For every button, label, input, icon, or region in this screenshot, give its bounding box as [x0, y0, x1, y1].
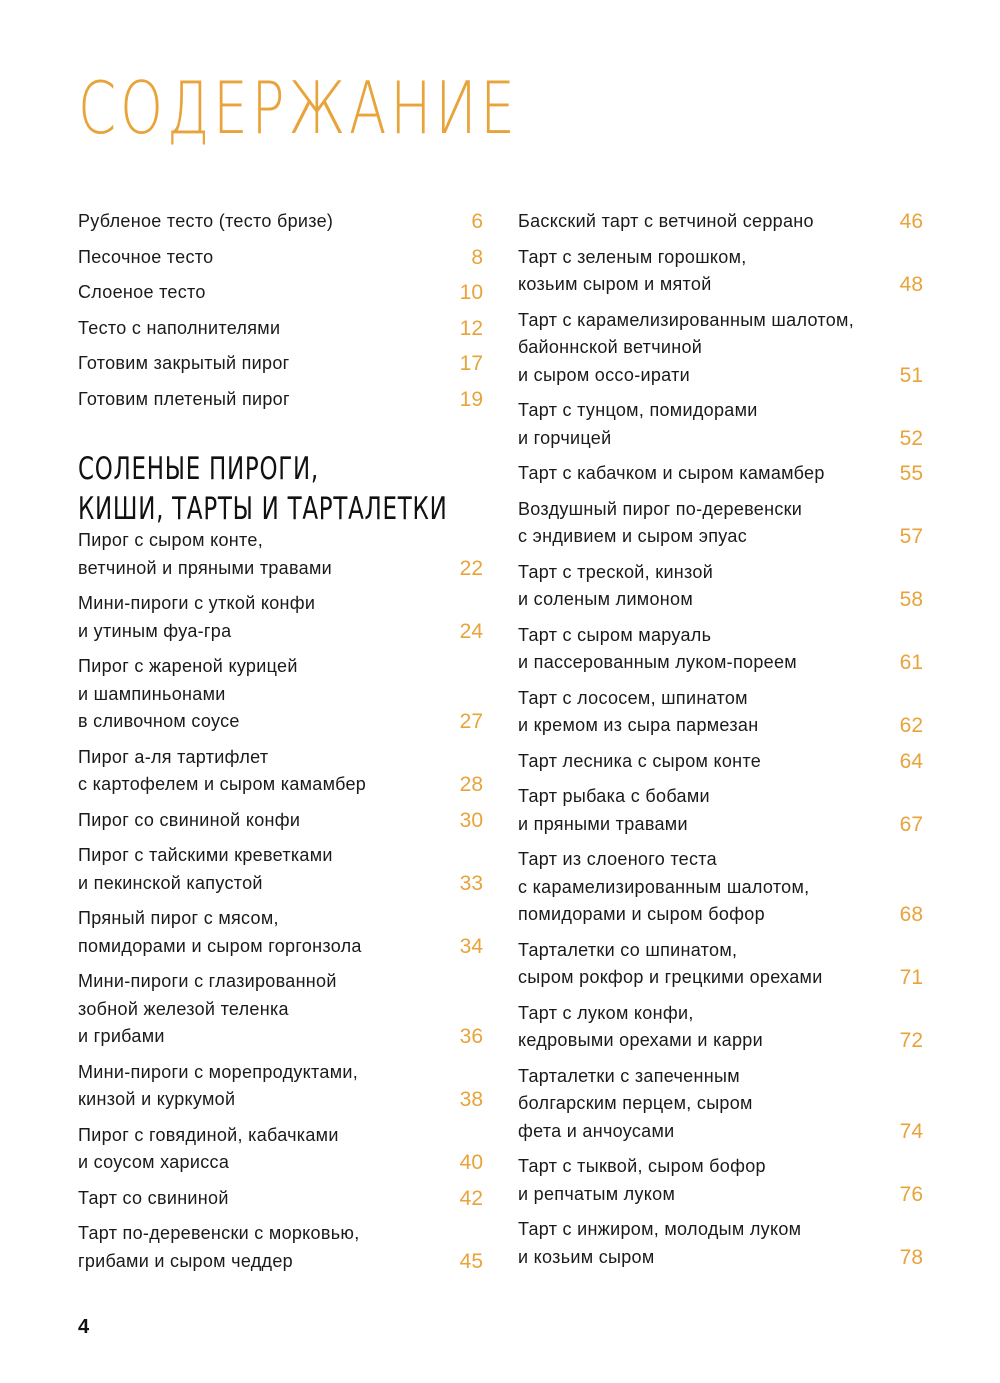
toc-entry-title-line: Тесто с наполнителями — [78, 317, 281, 338]
toc-entry-title-line: Тарт с лососем, шпинатом — [518, 687, 748, 708]
toc-entry-title-line: и пряными травами — [518, 813, 688, 834]
toc-entry-title — [78, 842, 433, 897]
toc-entry-title — [78, 208, 433, 236]
toc-entry-title-line: ветчиной и пряными травами — [78, 557, 332, 578]
toc-entry-title — [78, 653, 433, 736]
toc-entry[interactable] — [78, 842, 483, 897]
toc-entry-title-line: Баскский тарт с ветчиной серрано — [518, 211, 814, 231]
toc-entry[interactable] — [78, 386, 483, 414]
toc-entry-title-line: Тарт с луком конфи, — [518, 1002, 694, 1023]
toc-page-number: 6 — [471, 210, 483, 233]
toc-page-number: 45 — [459, 1249, 483, 1273]
toc-page-number: 55 — [899, 462, 923, 485]
toc-entry[interactable] — [518, 1063, 923, 1146]
toc-page-number: 71 — [899, 966, 923, 989]
toc-entry-title — [78, 744, 433, 799]
toc-entry[interactable] — [518, 307, 923, 390]
toc-entry[interactable] — [78, 968, 483, 1051]
toc-entry-title-line: и сыром оссо-ирати — [518, 364, 690, 385]
toc-entry-title-line: Пирог с жареной курицей — [78, 656, 298, 676]
toc-entry[interactable] — [518, 1153, 923, 1208]
toc-page-number: 68 — [899, 903, 923, 926]
toc-recipes-list — [78, 527, 483, 1275]
toc-page-number: 67 — [899, 812, 923, 836]
toc-page-number: 51 — [899, 363, 923, 387]
toc-entry-title-line: грибами и сыром чеддер — [78, 1250, 293, 1271]
toc-entry-title — [78, 968, 433, 1051]
toc-entry-title-line: Мини-пироги с глазированной — [78, 971, 337, 991]
page-title: СОДЕРЖАНИЕ — [78, 66, 519, 150]
toc-entry-title-line: Рубленое тесто (тесто бризе) — [78, 211, 334, 231]
toc-entry-title-line: кедровыми орехами и карри — [518, 1030, 763, 1050]
toc-page-number: 12 — [459, 316, 483, 340]
toc-entry-title — [78, 527, 433, 582]
toc-entry-title — [518, 1000, 873, 1055]
toc-entry-title — [518, 1153, 873, 1208]
toc-entry-title-line: и утиным фуа-гра — [78, 620, 232, 641]
toc-page-number: 38 — [459, 1088, 483, 1111]
toc-entry[interactable] — [78, 279, 483, 307]
toc-entry-title-line: Готовим плетеный пирог — [78, 388, 290, 409]
toc-entry-title-line: Тарт рыбака с бобами — [518, 786, 710, 806]
toc-column-right — [518, 208, 923, 1279]
toc-entry-title-line: Готовим закрытый пирог — [78, 353, 290, 373]
toc-entry-title — [518, 783, 873, 838]
section-heading-line: КИШИ, ТАРТЫ И ТАРТАЛЕТКИ — [78, 491, 448, 527]
toc-entry-title-line: болгарским перцем, сыром — [518, 1093, 753, 1113]
toc-page-number: 28 — [459, 773, 483, 796]
toc-entry-title — [518, 208, 873, 236]
toc-entry-title-line: и соусом харисса — [78, 1152, 230, 1172]
toc-page-number: 42 — [459, 1186, 483, 1210]
toc-entry-title-line: и шампиньонами — [78, 683, 226, 704]
section-heading-line: СОЛЕНЫЕ ПИРОГИ, — [78, 451, 319, 487]
toc-page-number: 57 — [899, 525, 923, 548]
toc-entry-title-line: Тарт с сыром маруаль — [518, 624, 712, 645]
toc-entry[interactable] — [518, 685, 923, 740]
toc-basics-list — [78, 208, 483, 413]
toc-entry-title — [78, 279, 433, 307]
toc-page-number: 27 — [459, 710, 483, 733]
toc-entry-title-line: с карамелизированным шалотом, — [518, 876, 810, 897]
toc-entry-title-line: и козьим сыром — [518, 1246, 655, 1267]
toc-entry-title-line: Пряный пирог с мясом, — [78, 908, 279, 928]
toc-entry[interactable] — [78, 527, 483, 582]
toc-entry-title-line: козьим сыром и мятой — [518, 274, 712, 294]
toc-entry-title-line: Тарт из слоеного теста — [518, 849, 717, 869]
section-heading — [78, 449, 448, 529]
toc-entry-title-line: Слоеное тесто — [78, 282, 206, 302]
toc-entry[interactable] — [518, 460, 923, 488]
toc-entry-title-line: Тарт по-деревенски с морковью, — [78, 1223, 360, 1243]
toc-entry-title — [78, 1220, 433, 1275]
toc-entry-title-line: Тарт с кабачком и сыром камамбер — [518, 463, 825, 483]
toc-entry[interactable] — [78, 315, 483, 343]
toc-page-number: 19 — [459, 387, 483, 411]
toc-page-number: 24 — [459, 619, 483, 643]
toc-entry-title — [518, 748, 873, 776]
toc-entry-title — [78, 386, 433, 414]
toc-entry-title-line: Пирог с говядиной, кабачками — [78, 1124, 339, 1145]
toc-entry-title-line: и репчатым луком — [518, 1183, 676, 1204]
toc-entry-title-line: и кремом из сыра пармезан — [518, 715, 759, 735]
toc-page-number: 22 — [459, 556, 483, 580]
toc-page-number: 17 — [459, 352, 483, 375]
toc-entry-title — [78, 905, 433, 960]
toc-entry[interactable] — [78, 653, 483, 736]
toc-entry-title-line: Воздушный пирог по-деревенски — [518, 498, 803, 519]
toc-page-number: 36 — [459, 1025, 483, 1048]
toc-entry[interactable] — [78, 590, 483, 645]
toc-entry[interactable] — [518, 748, 923, 776]
toc-entry-title-line: в сливочном соусе — [78, 711, 240, 731]
toc-recipes-list — [518, 208, 923, 1271]
toc-entry-title — [518, 244, 873, 299]
toc-page-number: 72 — [899, 1029, 923, 1052]
toc-entry-title-line: Тарт с тунцом, помидорами — [518, 400, 758, 420]
toc-entry-title-line: Тарталетки со шпинатом, — [518, 939, 738, 960]
toc-page-number: 64 — [899, 749, 923, 773]
page-number: 4 — [78, 1316, 90, 1338]
toc-entry-title-line: Тарт с инжиром, молодым луком — [518, 1219, 802, 1239]
toc-entry[interactable] — [518, 559, 923, 614]
toc-entry-title — [518, 559, 873, 614]
toc-entry[interactable] — [518, 208, 923, 236]
toc-entry-title-line: кинзой и куркумой — [78, 1089, 236, 1109]
toc-entry-title — [518, 307, 873, 390]
toc-entry-title — [518, 622, 873, 677]
toc-entry-title-line: с картофелем и сыром камамбер — [78, 774, 367, 794]
toc-entry-title-line: и соленым лимоном — [518, 589, 694, 609]
toc-page-number: 34 — [459, 934, 483, 958]
toc-entry-title-line: фета и анчоусами — [518, 1120, 675, 1141]
toc-entry[interactable] — [518, 397, 923, 452]
toc-entry-title — [518, 397, 873, 452]
toc-entry-title-line: зобной железой теленка — [78, 998, 289, 1019]
toc-entry-title — [78, 590, 433, 645]
toc-page-number: 10 — [459, 281, 483, 304]
toc-entry-title — [518, 460, 873, 488]
toc-entry-title-line: и пекинской капустой — [78, 872, 263, 893]
toc-entry-title — [518, 496, 873, 551]
toc-entry-title — [518, 1063, 873, 1146]
toc-page-number: 46 — [899, 210, 923, 233]
toc-entry-title-line: Тарт со свининой — [78, 1187, 229, 1208]
toc-entry-title-line: и горчицей — [518, 427, 612, 448]
toc-entry-title-line: помидорами и сыром горгонзола — [78, 935, 362, 956]
toc-entry-title — [78, 1185, 433, 1213]
toc-entry-title-line: и грибами — [78, 1026, 165, 1046]
toc-entry-title-line: помидорами и сыром бофор — [518, 904, 765, 924]
toc-entry[interactable] — [78, 905, 483, 960]
toc-entry[interactable] — [518, 1216, 923, 1271]
toc-entry-title-line: Пирог а-ля тартифлет — [78, 746, 269, 767]
toc-entry-title — [78, 1122, 433, 1177]
toc-entry-title — [518, 685, 873, 740]
toc-entry-title-line: Мини-пироги с морепродуктами, — [78, 1061, 359, 1082]
toc-entry-title-line: Пирог с сыром конте, — [78, 530, 263, 550]
toc-entry-title-line: Мини-пироги с уткой конфи — [78, 593, 316, 613]
toc-entry[interactable] — [518, 244, 923, 299]
toc-entry-title — [78, 315, 433, 343]
toc-entry[interactable] — [78, 1220, 483, 1275]
toc-page-number: 48 — [899, 273, 923, 296]
toc-entry-title-line: с эндивием и сыром эпуас — [518, 526, 748, 546]
toc-entry-title — [518, 846, 873, 929]
toc-entry-title-line: Песочное тесто — [78, 246, 214, 267]
toc-entry-title-line: и пассерованным луком-пореем — [518, 652, 797, 672]
toc-entry-title — [78, 1059, 433, 1114]
toc-entry[interactable] — [518, 846, 923, 929]
toc-page-number: 33 — [459, 871, 483, 895]
toc-page-number: 40 — [459, 1151, 483, 1174]
toc-entry[interactable] — [518, 496, 923, 551]
toc-entry-title — [78, 807, 433, 835]
toc-entry[interactable] — [518, 1000, 923, 1055]
toc-entry-title-line: Тарталетки с запеченным — [518, 1065, 740, 1086]
toc-entry-title-line: сыром рокфор и грецкими орехами — [518, 967, 823, 987]
toc-entry[interactable] — [78, 744, 483, 799]
toc-entry[interactable] — [518, 937, 923, 992]
toc-page-number: 61 — [899, 651, 923, 674]
toc-entry-title — [78, 244, 433, 272]
toc-page-number: 74 — [899, 1119, 923, 1143]
toc-entry[interactable] — [78, 1122, 483, 1177]
toc-entry-title-line: Тарт с тыквой, сыром бофор — [518, 1156, 766, 1176]
toc-entry-title — [78, 350, 433, 378]
toc-entry[interactable] — [78, 208, 483, 236]
toc-entry-title-line: Тарт с треской, кинзой — [518, 561, 714, 582]
toc-page-number: 58 — [899, 588, 923, 611]
toc-entry[interactable] — [78, 1185, 483, 1213]
toc-entry-title — [518, 937, 873, 992]
toc-entry-title-line: Пирог с тайскими креветками — [78, 845, 333, 865]
toc-page-number: 78 — [899, 1245, 923, 1269]
toc-entry-title-line: Пирог со свининой конфи — [78, 809, 301, 830]
toc-entry[interactable] — [78, 807, 483, 835]
toc-entry-title-line: Тарт с зеленым горошком, — [518, 246, 747, 267]
toc-entry[interactable] — [518, 622, 923, 677]
toc-entry[interactable] — [78, 244, 483, 272]
toc-page-number: 76 — [899, 1182, 923, 1206]
toc-entry[interactable] — [78, 350, 483, 378]
toc-entry[interactable] — [78, 1059, 483, 1114]
toc-entry-title-line: байоннской ветчиной — [518, 337, 703, 357]
toc-page-number: 30 — [459, 808, 483, 832]
toc-entry-title-line: Тарт лесника с сыром конте — [518, 750, 762, 771]
toc-page-number: 52 — [899, 426, 923, 450]
toc-column-left — [78, 208, 483, 1283]
toc-entry[interactable] — [518, 783, 923, 838]
toc-entry-title — [518, 1216, 873, 1271]
toc-page-number: 62 — [899, 714, 923, 737]
toc-page-number: 8 — [471, 245, 483, 269]
toc-entry-title-line: Тарт с карамелизированным шалотом, — [518, 309, 855, 330]
